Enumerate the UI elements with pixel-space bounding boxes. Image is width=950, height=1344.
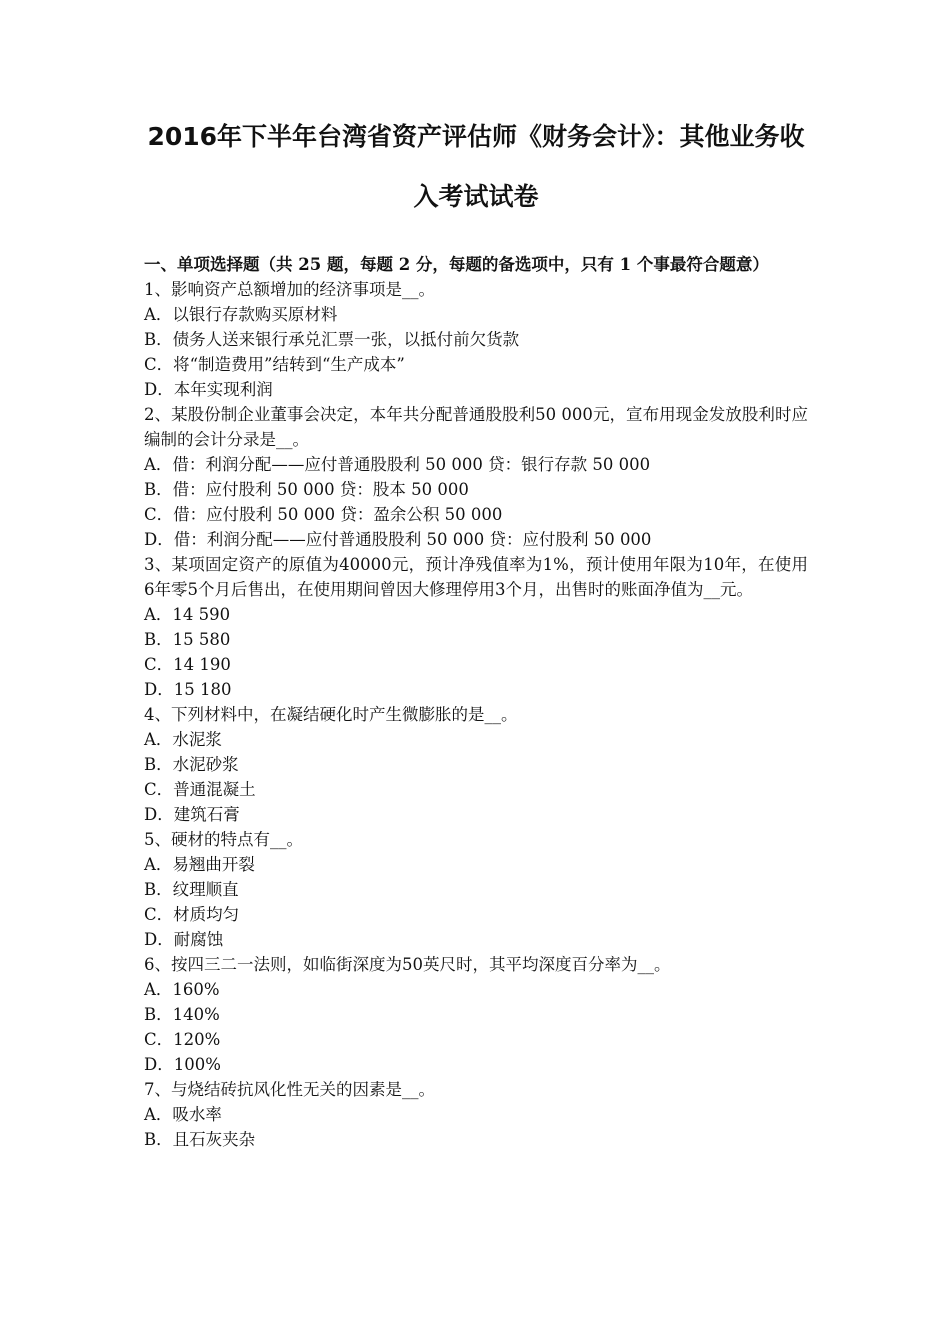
option-a: A．以银行存款购买原材料	[144, 305, 338, 324]
option-a: A．易翘曲开裂	[144, 855, 255, 874]
option-d: D．本年实现利润	[144, 380, 273, 399]
section-heading: 一、单项选择题（共 25 题，每题 2 分，每题的备选项中，只有 1 个事最符合题意）	[144, 255, 769, 274]
question-3	[144, 552, 808, 702]
option-c: C．14 190	[144, 655, 231, 674]
option-c: C．材质均匀	[144, 905, 240, 924]
option-b: B．债务人送来银行承兑汇票一张，以抵付前欠货款	[144, 330, 520, 349]
question-stem: 3、某项固定资产的原值为40000元，预计净残值率为1%，预计使用年限为10年，在使用6年零5个月后售出，在使用期间曾因大修理停用3个月，出售时的账面净值为__元。	[144, 555, 808, 599]
option-c: C．120%	[144, 1030, 221, 1049]
option-d: D．100%	[144, 1055, 221, 1074]
option-d: D．15 180	[144, 680, 232, 699]
question-1	[144, 277, 808, 402]
option-b: B．15 580	[144, 630, 231, 649]
option-d: D．借：利润分配——应付普通股股利 50 000 贷：应付股利 50 000	[144, 530, 652, 549]
option-a: A．14 590	[144, 605, 231, 624]
option-c: C．普通混凝土	[144, 780, 256, 799]
document-page	[144, 0, 808, 1152]
option-d: D．耐腐蚀	[144, 930, 224, 949]
option-a: A．吸水率	[144, 1105, 222, 1124]
document-title-line-1: 2016年下半年台湾省资产评估师《财务会计》：其他业务收	[147, 122, 805, 151]
question-stem: 5、硬材的特点有__。	[144, 830, 303, 849]
document-title-line-2: 入考试试卷	[413, 182, 539, 211]
question-stem: 6、按四三二一法则，如临街深度为50英尺时，其平均深度百分率为__。	[144, 955, 671, 974]
question-stem: 2、某股份制企业董事会决定，本年共分配普通股股利50 000元，宣布用现金发放股利时应编制的会计分录是__。	[144, 405, 808, 449]
question-stem: 1、影响资产总额增加的经济事项是__。	[144, 280, 435, 299]
option-b: B．水泥砂浆	[144, 755, 239, 774]
option-d: D．建筑石膏	[144, 805, 240, 824]
option-c: C．将“制造费用”结转到“生产成本”	[144, 355, 405, 374]
question-list	[144, 277, 808, 1152]
option-c: C．借：应付股利 50 000 贷：盈余公积 50 000	[144, 505, 503, 524]
question-2	[144, 402, 808, 552]
question-6	[144, 952, 808, 1077]
document-title	[144, 112, 808, 222]
question-stem: 7、与烧结砖抗风化性无关的因素是__。	[144, 1080, 435, 1099]
option-a: A．160%	[144, 980, 220, 999]
option-a: A．水泥浆	[144, 730, 222, 749]
option-b: B．140%	[144, 1005, 220, 1024]
question-5	[144, 827, 808, 952]
question-4	[144, 702, 808, 827]
question-7	[144, 1077, 808, 1152]
question-stem: 4、下列材料中，在凝结硬化时产生微膨胀的是__。	[144, 705, 518, 724]
option-b: B．纹理顺直	[144, 880, 239, 899]
option-a: A．借：利润分配——应付普通股股利 50 000 贷：银行存款 50 000	[144, 455, 651, 474]
option-b: B．且石灰夹杂	[144, 1130, 256, 1149]
option-b: B．借：应付股利 50 000 贷：股本 50 000	[144, 480, 469, 499]
